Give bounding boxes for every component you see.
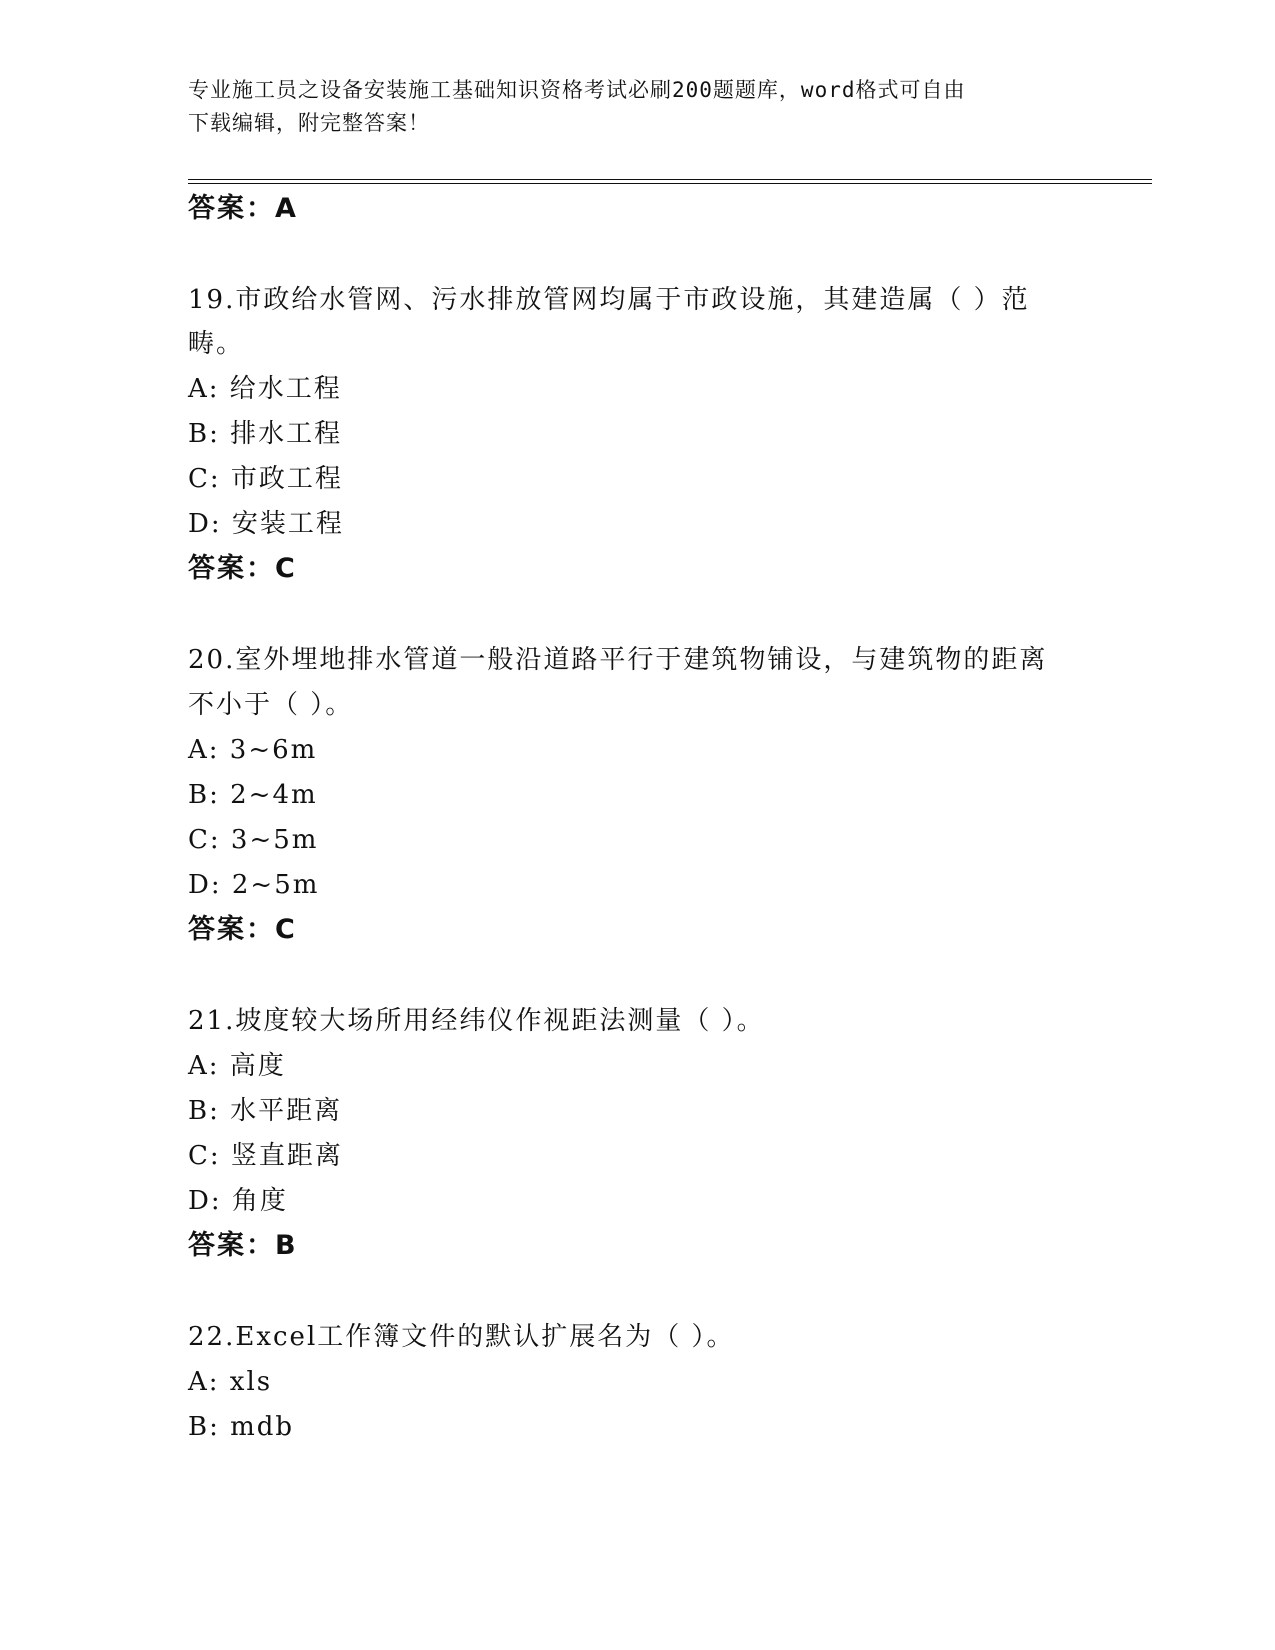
question-21-answer: 答案：B <box>188 1230 298 1261</box>
question-19-text-line-1: 19.市政给水管网、污水排放管网均属于市政设施，其建造属（ ）范 <box>188 285 1030 315</box>
question-20-option-d: D: 2~5m <box>188 870 320 900</box>
question-20-answer: 答案：C <box>188 914 297 945</box>
question-20-text-line-2: 不小于（ ）。 <box>188 690 354 720</box>
header-rule-bottom <box>188 183 1152 184</box>
question-21-option-a: A: 高度 <box>188 1051 286 1081</box>
header-rule-top <box>188 179 1152 180</box>
question-22-option-a: A: xls <box>188 1367 273 1397</box>
question-19-option-b: B: 排水工程 <box>188 419 343 449</box>
question-19-option-c: C: 市政工程 <box>188 464 343 494</box>
question-20-option-c: C: 3~5m <box>188 825 319 855</box>
question-22-text-line-1: 22.Excel工作簿文件的默认扩展名为（ ）。 <box>188 1322 735 1352</box>
question-22-option-b: B: mdb <box>188 1412 295 1442</box>
question-19-option-d: D: 安装工程 <box>188 509 344 539</box>
question-19-answer: 答案：C <box>188 553 297 584</box>
question-19-text-line-2: 畴。 <box>188 329 245 359</box>
header-line-2: 下载编辑，附完整答案！ <box>188 111 430 135</box>
question-21-text-line-1: 21.坡度较大场所用经纬仪作视距法测量（ ）。 <box>188 1006 765 1036</box>
document-header <box>188 74 1088 140</box>
question-20-option-b: B: 2~4m <box>188 780 318 810</box>
question-21-option-c: C: 竖直距离 <box>188 1141 343 1171</box>
question-19-option-a: A: 给水工程 <box>188 374 342 404</box>
question-20-option-a: A: 3~6m <box>188 735 318 765</box>
header-line-1: 专业施工员之设备安装施工基础知识资格考试必刷200题题库，word格式可自由 <box>188 78 966 102</box>
question-21-option-d: D: 角度 <box>188 1186 288 1216</box>
answer-previous-question: 答案：A <box>188 193 298 224</box>
question-20-text-line-1: 20.室外埋地排水管道一般沿道路平行于建筑物铺设，与建筑物的距离 <box>188 645 1048 675</box>
question-21-option-b: B: 水平距离 <box>188 1096 343 1126</box>
